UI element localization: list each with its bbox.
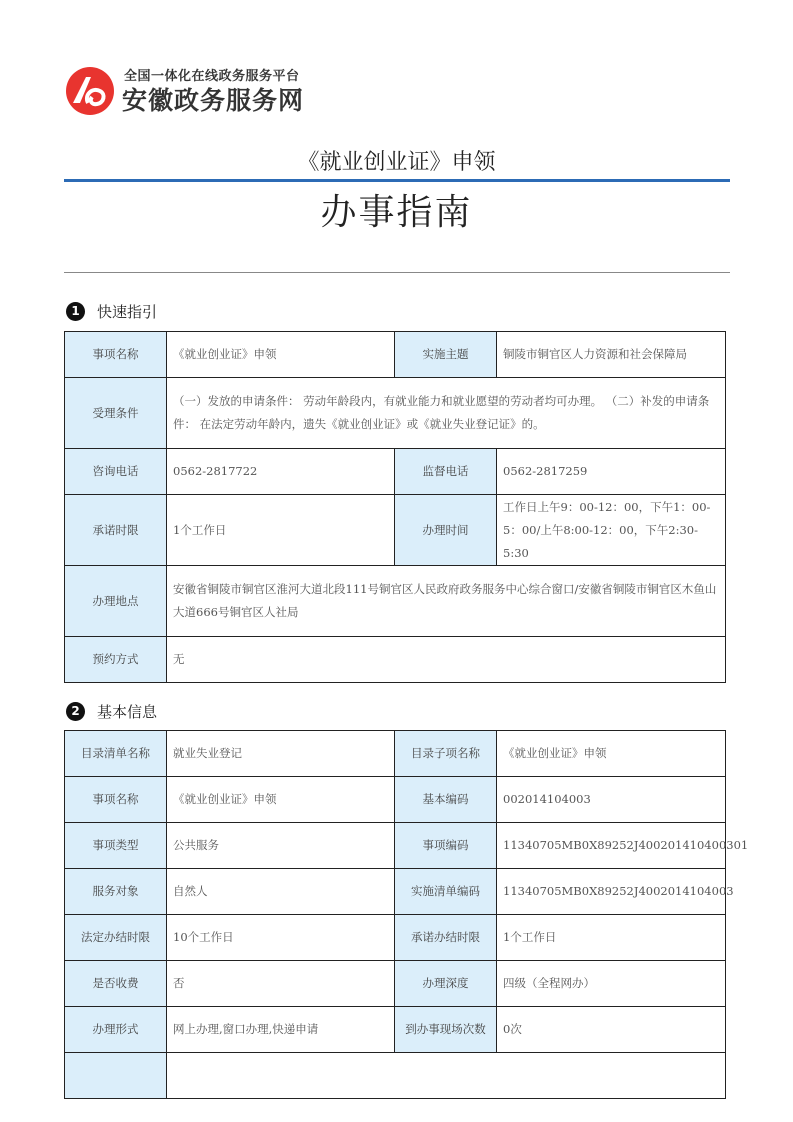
table-row [65,449,726,495]
section-title: 基本信息 [97,702,158,721]
value-cell: 否 [167,961,395,1007]
value-cell: 无 [167,637,726,683]
label-cell: 是否收费 [65,961,167,1007]
label-cell: 服务对象 [65,869,167,915]
label-cell: 事项名称 [65,777,167,823]
label-cell: 承诺时限 [65,495,167,566]
section-number-badge: 2 [66,702,85,721]
table-row [65,566,726,637]
value-cell: 《就业创业证》申领 [497,731,726,777]
section-basic-info [66,700,157,722]
table-row [65,777,726,823]
label-cell: 咨询电话 [65,449,167,495]
label-cell [65,1053,167,1099]
value-cell: 0次 [497,1007,726,1053]
label-cell: 目录子项名称 [395,731,497,777]
value-cell: 1个工作日 [497,915,726,961]
label-cell: 承诺办结时限 [395,915,497,961]
value-cell: 0562-2817722 [167,449,395,495]
section-title: 快速指引 [97,302,158,321]
platform-name: 全国一体化在线政务服务平台 [124,69,300,84]
table-row [65,961,726,1007]
value-cell [167,1053,726,1099]
value-cell: 铜陵市铜官区人力资源和社会保障局 [497,332,726,378]
value-cell: 四级（全程网办） [497,961,726,1007]
table-row [65,637,726,683]
value-cell: 工作日上午9：00-12：00，下午1：00-5：00/上午8:00-12：00，下午2:30-5:30 [497,495,726,566]
table-row [65,495,726,566]
label-cell: 事项名称 [65,332,167,378]
label-cell: 法定办结时限 [65,915,167,961]
value-cell: （一）发放的申请条件： 劳动年龄段内，有就业能力和就业愿望的劳动者均可办理。 （二）补发的申请条件： 在法定劳动年龄内，遗失《就业创业证》或《就业失业登记证》的。 [167,378,726,449]
document-title: 《就业创业证》申领 [297,150,496,175]
quick-guide-table [64,331,726,683]
title-divider [64,179,730,182]
section-divider [64,272,730,273]
value-cell: 1个工作日 [167,495,395,566]
basic-info-table [64,730,749,1099]
site-name: 安徽政务服务网 [122,86,305,115]
label-cell: 预约方式 [65,637,167,683]
table-row [65,378,726,449]
table-row [65,731,726,777]
table-row [65,823,726,869]
value-cell: 0562-2817259 [497,449,726,495]
label-cell: 事项编码 [395,823,497,869]
value-cell: 就业失业登记 [167,731,395,777]
value-cell: 安徽省铜陵市铜官区淮河大道北段111号铜官区人民政府政务服务中心综合窗口/安徽省铜陵市铜官区木鱼山大道666号铜官区人社局 [167,566,726,637]
label-cell: 受理条件 [65,378,167,449]
label-cell: 办理深度 [395,961,497,1007]
document-subtitle: 办事指南 [320,192,473,233]
label-cell: 实施主题 [395,332,497,378]
value-cell: 11340705MB0X89252J400201410400301 [497,823,726,869]
table-row [65,915,726,961]
label-cell: 基本编码 [395,777,497,823]
label-cell: 到办事现场次数 [395,1007,497,1053]
label-cell: 办理时间 [395,495,497,566]
anhui-gov-logo-icon [64,65,116,117]
label-cell: 监督电话 [395,449,497,495]
value-cell: 11340705MB0X89252J4002014104003 [497,869,726,915]
label-cell: 目录清单名称 [65,731,167,777]
section-number-badge: 1 [66,302,85,321]
label-cell: 事项类型 [65,823,167,869]
section-quick-guide [66,300,157,322]
value-cell: 《就业创业证》申领 [167,332,395,378]
table-row [65,869,726,915]
value-cell: 网上办理,窗口办理,快递申请 [167,1007,395,1053]
value-cell: 公共服务 [167,823,395,869]
label-cell: 办理形式 [65,1007,167,1053]
table-row [65,332,726,378]
table-row [65,1053,726,1099]
site-header [64,63,364,119]
value-cell: 002014104003 [497,777,726,823]
label-cell: 办理地点 [65,566,167,637]
value-cell: 《就业创业证》申领 [167,777,395,823]
value-cell: 自然人 [167,869,395,915]
label-cell: 实施清单编码 [395,869,497,915]
value-cell: 10个工作日 [167,915,395,961]
table-row [65,1007,726,1053]
